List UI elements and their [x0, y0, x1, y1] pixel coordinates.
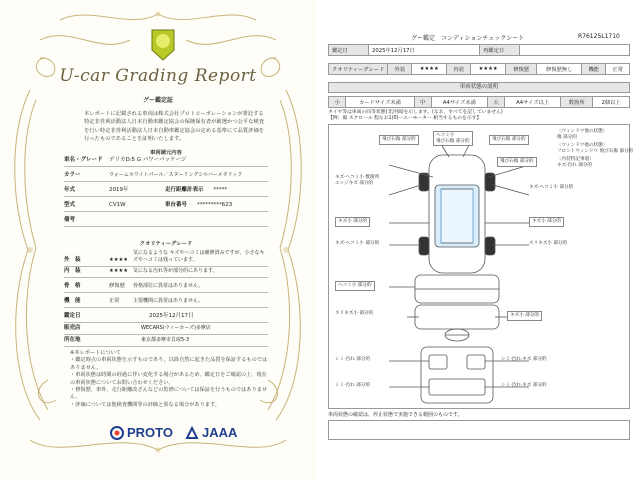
grading-report	[0, 0, 316, 480]
function-label: 機 能	[64, 298, 81, 304]
frame-stars: 修復歴	[109, 283, 125, 289]
chassis-label: 車台番号	[165, 202, 188, 208]
repair-label: 修復歴	[506, 64, 537, 75]
left-label: キズ·ヘコミ小 数箇所 エッジキズ 部分的	[335, 175, 380, 186]
callout: キズ小 部分的	[507, 311, 542, 321]
inspection-date-row	[64, 313, 268, 323]
exterior-row	[64, 250, 268, 267]
name-grade-label: 車名・グレード	[64, 157, 103, 163]
ext-value: ★★★★	[412, 64, 447, 75]
size-legend-cell: 数箇所	[561, 97, 593, 108]
next-date-label: 再鑑定日	[480, 45, 520, 56]
note-title: ※本レポートについて	[70, 350, 121, 356]
address-label: 所在地	[64, 337, 81, 343]
left-label: キズ·ヘコミ小 部分的	[335, 241, 380, 246]
report-notes	[70, 350, 270, 409]
callout: 飛び石傷 部分的	[379, 135, 419, 145]
color-label: カラー	[64, 172, 81, 178]
jaaa-mark-icon	[185, 426, 199, 440]
func-label: 機能	[582, 64, 606, 75]
chassis-value: *********623	[197, 202, 233, 208]
interior-comment: 気になる汚れ等が部分的にあります。	[133, 268, 218, 274]
size-legend-table	[328, 96, 630, 108]
interior-row	[64, 268, 268, 278]
frame-row	[64, 283, 268, 293]
color-row	[64, 172, 268, 182]
remarks-label: 備考	[64, 217, 76, 223]
proto-mark-icon	[110, 426, 124, 440]
window-state-label: 〈ウィンドウ他の状態〉 傷 部分的	[557, 129, 608, 140]
year-value: 2019年	[109, 187, 129, 193]
date-value: 2025年12月17日	[369, 45, 480, 56]
remarks-row	[64, 217, 268, 227]
address-row	[64, 337, 268, 347]
callout: ヘコミ小 部分的	[335, 281, 375, 291]
sheet-title: グー鑑定 コンディションチェックシート	[411, 35, 525, 42]
inspection-date-label: 鑑定日	[64, 313, 81, 319]
interior-label: 内 装	[64, 268, 81, 274]
mileage-value: *****	[213, 187, 228, 193]
left-label: キズ·ヘコミ小 部分的	[529, 185, 574, 190]
quality-table	[328, 63, 630, 75]
diagram-box	[328, 124, 634, 409]
size-legend-cell: 中	[414, 97, 431, 108]
proto-logo-text: PROTO	[127, 425, 173, 440]
model-label: 型式	[64, 202, 76, 208]
function-row	[64, 298, 268, 308]
callout: キズ小 部分的	[335, 217, 370, 227]
name-grade-value: デリカD:5 G パワーパッケージ	[109, 157, 187, 163]
size-legend-cell: A4サイズ未満	[431, 97, 487, 108]
bottom-note: 車両状態の確認は、停止状態で実施できる範囲のものです。	[328, 412, 463, 418]
int-label: 内装	[447, 64, 471, 75]
intro-text: 本レポートに記載される車両は株式会社プロトコーポレーションが委託する特定非営利活動法人日本自動車鑑定協会の保険保有者が厳選かつ公平な検査を行い特定非営利活動法人日本自動車鑑定協会の定める基準にて品質評価を行ったものであることを証明いたします。	[84, 111, 265, 143]
interior-notes-label: 〈内装特記事項〉 キズ·汚れ 部分的	[557, 157, 594, 168]
int-value: ★★★★	[471, 64, 506, 75]
size-legend-cell: 小	[329, 97, 346, 108]
dealer-value: WECARS(ウィーカーズ)多摩店	[141, 325, 211, 331]
legend-note-2: 【例：傷 スクロール 程なお1(0)ーエーモーター 相当するものを示す】	[328, 116, 482, 121]
callout: キズ小 部分的	[529, 217, 564, 227]
next-date-value	[520, 45, 630, 56]
note-line: ・修復歴、車外、走行距離改ざんなどの監修については保証を行うものではありません。	[70, 387, 268, 401]
dealer-label: 販売店	[64, 325, 81, 331]
vehicle-section-head: 車両請元内容	[150, 150, 182, 156]
name-grade-row	[64, 157, 268, 167]
exterior-stars: ★★★★	[109, 257, 128, 263]
interior-label: シミ·汚れ 部分的	[335, 383, 371, 388]
interior-label: シミ·汚れ·キズ 部分的	[501, 357, 547, 362]
logos	[110, 425, 237, 440]
year-row	[64, 187, 268, 197]
proto-logo	[110, 425, 173, 440]
report-title: U-car Grading Report	[59, 66, 257, 86]
quality-label: クオリティーグレード	[329, 64, 388, 75]
state-section-bar: 車両状態の説明	[328, 82, 630, 93]
dealer-row	[64, 325, 268, 335]
size-legend-cell: A4サイズ以上	[505, 97, 561, 108]
note-line: ・評価については他検査機関等の評価と異なる場合があります。	[70, 401, 220, 408]
note-line: ・車両状態は時間の経過に伴い変化する場合があるため、鑑定日をご確認の上、現在の車両状態についてお問い合わせください。	[70, 372, 267, 386]
sheet-number: R76125L1710	[578, 33, 620, 40]
year-label: 年式	[64, 187, 76, 193]
ext-label: 外装	[388, 64, 412, 75]
certificate-label: グー鑑定証	[142, 97, 173, 104]
note-line: ・鑑定時点の車両状態を示すものであり、以降自然に起きた品質を保証するものではありません。	[70, 357, 268, 371]
address-value: 東京都多摩市貝取5-3	[141, 337, 190, 343]
date-table	[328, 44, 630, 56]
quality-section-head: クオリティーグレード	[139, 241, 193, 247]
interior-label: シミ·汚れ 部分的	[335, 357, 371, 362]
bottom-box	[328, 420, 630, 440]
model-row	[64, 202, 268, 212]
interior-label: シミ·汚れ·キズ 部分的	[501, 383, 547, 388]
size-legend-cell: 大	[487, 97, 504, 108]
condition-check-sheet	[316, 0, 640, 480]
size-legend-cell: 2個以上	[593, 97, 630, 108]
model-value: CV1W	[109, 202, 126, 208]
frame-label: 骨 格	[64, 283, 81, 289]
callout: 飛び石傷 部分的	[497, 157, 537, 167]
interior-stars: ★★★★	[109, 268, 128, 274]
jaaa-logo-text: JAAA	[202, 425, 238, 440]
legend-note-1: タイヤ等は車両の同等状態(非評価)を示します。(なお、すべてを記していません)	[328, 110, 503, 115]
window-state-label: 〈ウィンドウ他の状態〉 フロントウィンドウ 飛び石傷 部分的	[557, 143, 634, 154]
exterior-comment: 気になるような キズやヘコミは補修済みですが、小さなキズやヘコミは残っています。	[133, 250, 265, 263]
repair-value: 修復歴無し	[537, 64, 582, 75]
inspection-date-value: 2025年12月17日	[149, 313, 194, 319]
color-value: ウォームホワイトパール／スターリングシルバーメタリック	[109, 172, 243, 178]
left-label: スリキズ小 部分的	[529, 241, 568, 246]
exterior-label: 外 装	[64, 257, 81, 263]
mileage-label: 走行距離計表示	[165, 187, 204, 193]
date-label: 鑑定日	[329, 45, 369, 56]
function-comment: 主要機関に異常はありません。	[133, 298, 204, 304]
func-value: 正常	[606, 64, 630, 75]
callout: ヘコミ小 飛び石傷 部分的	[433, 131, 473, 146]
jaaa-logo	[185, 425, 237, 440]
left-label: スリキズ小 部分的	[335, 311, 374, 316]
size-legend-cell: カードサイズ未満	[346, 97, 414, 108]
goo-badge-icon	[150, 28, 176, 62]
callout: 飛び石傷 部分的	[489, 135, 529, 145]
function-stars: 正常	[109, 298, 120, 304]
frame-comment: 骨格部位に異常はありません。	[133, 283, 204, 289]
